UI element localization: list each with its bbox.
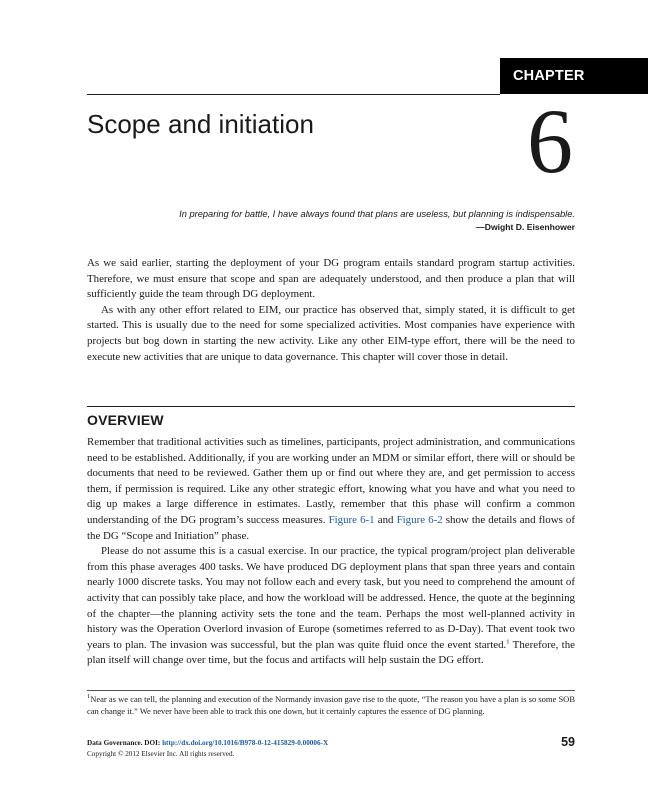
copyright-notice: Copyright © 2012 Elsevier Inc. All rights reserved. xyxy=(87,750,235,758)
doi-line xyxy=(87,739,328,747)
overview-rule xyxy=(87,406,575,407)
overview-and-text: and xyxy=(377,513,394,526)
figure-6-1-link[interactable]: Figure 6-1 xyxy=(328,513,375,526)
overview-paragraph-1-tail: show the details and flows of the DG “Scope and Initiation” phase. xyxy=(87,513,575,542)
footnote-mark: 1 xyxy=(87,693,91,701)
footnote-reference[interactable]: 1 xyxy=(506,638,510,646)
footnote-rule xyxy=(87,690,575,691)
overview-paragraph-1-text: Remember that traditional activities such as timelines, participants, project administration, and communications need to be established. Additionally, if you are working under an MDM or similar effort, there will or should be documents that need to be reviewed. Gather them up or find out where they are, and get permission to access them, if permission is required. Like any other strategic effort, knowing what you have and what you need to dig up makes a large difference in estimates. Lastly, remember that this phase will confirm a common understanding of the DG program’s success measures. xyxy=(87,436,575,526)
intro-paragraph-1: As we said earlier, starting the deployment of your DG program entails standard program startup activities. Therefore, we must ensure that scope and span are adequately understood, and then produce a plan that will sufficiently guide the team through DG deployment. xyxy=(87,257,575,301)
epigraph-quote: In preparing for battle, I have always found that plans are useless, but planning is indispensable. xyxy=(179,209,575,219)
overview-heading: OVERVIEW xyxy=(87,412,164,428)
doi-label: Data Governance. DOI: xyxy=(87,739,161,747)
intro-section xyxy=(87,256,575,365)
chapter-number: 6 xyxy=(527,90,573,192)
epigraph-author: —Dwight D. Eisenhower xyxy=(476,222,575,232)
overview-paragraph-2-text: Please do not assume this is a casual exercise. In our practice, the typical program/project plan deliverable from this phase averages 400 tasks. We have produced DG deployment plans that span three years and contain nearly 1000 discrete tasks. You may not follow each and every task, but you need to comprehend the amount of activity that can possibly take place, and how the workload will be addressed. Hence, the quote at the beginning of the chapter—the planning activity sets the tone and the team. Perhaps the most well-planned activity in history was the Operation Overlord invasion of Europe (sometimes referred to as D-Day). That event took two years to plan. The invasion was successful, but the plan was quite fluid once the event started. xyxy=(87,545,575,651)
overview-paragraph-2-tail: Therefore, the plan itself will change over time, but the focus and artifacts will help sustain the DG effort. xyxy=(87,638,575,667)
figure-6-2-link[interactable]: Figure 6-2 xyxy=(396,513,443,526)
doi-link[interactable]: http://dx.doi.org/10.1016/B978-0-12-415829-0.00006-X xyxy=(162,739,329,747)
chapter-title-rule xyxy=(87,94,500,95)
overview-paragraph-1 xyxy=(87,435,575,544)
chapter-title: Scope and initiation xyxy=(87,109,314,139)
chapter-label: CHAPTER xyxy=(500,58,648,94)
page-number: 59 xyxy=(561,735,575,749)
overview-section xyxy=(87,435,575,669)
overview-paragraph-2 xyxy=(87,544,575,669)
footnote-text: Near as we can tell, the planning and execution of the Normandy invasion gave rise to the quote, “The reason you have a plan is so some SOB can change it.” We never have been able to track this one down, but it certainly captures the essence of DG planning. xyxy=(87,694,575,717)
intro-paragraph-2: As with any other effort related to EIM, our practice has observed that, simply stated, it is difficult to get started. This is usually due to the need for some specialized activities. Most companies have experience with projects but bog down in starting the new activity. Like any other EIM-type effort, there will be the need to execute new activities that are unique to data governance. This chapter will cover those in detail. xyxy=(87,303,575,363)
footnote xyxy=(87,693,575,718)
